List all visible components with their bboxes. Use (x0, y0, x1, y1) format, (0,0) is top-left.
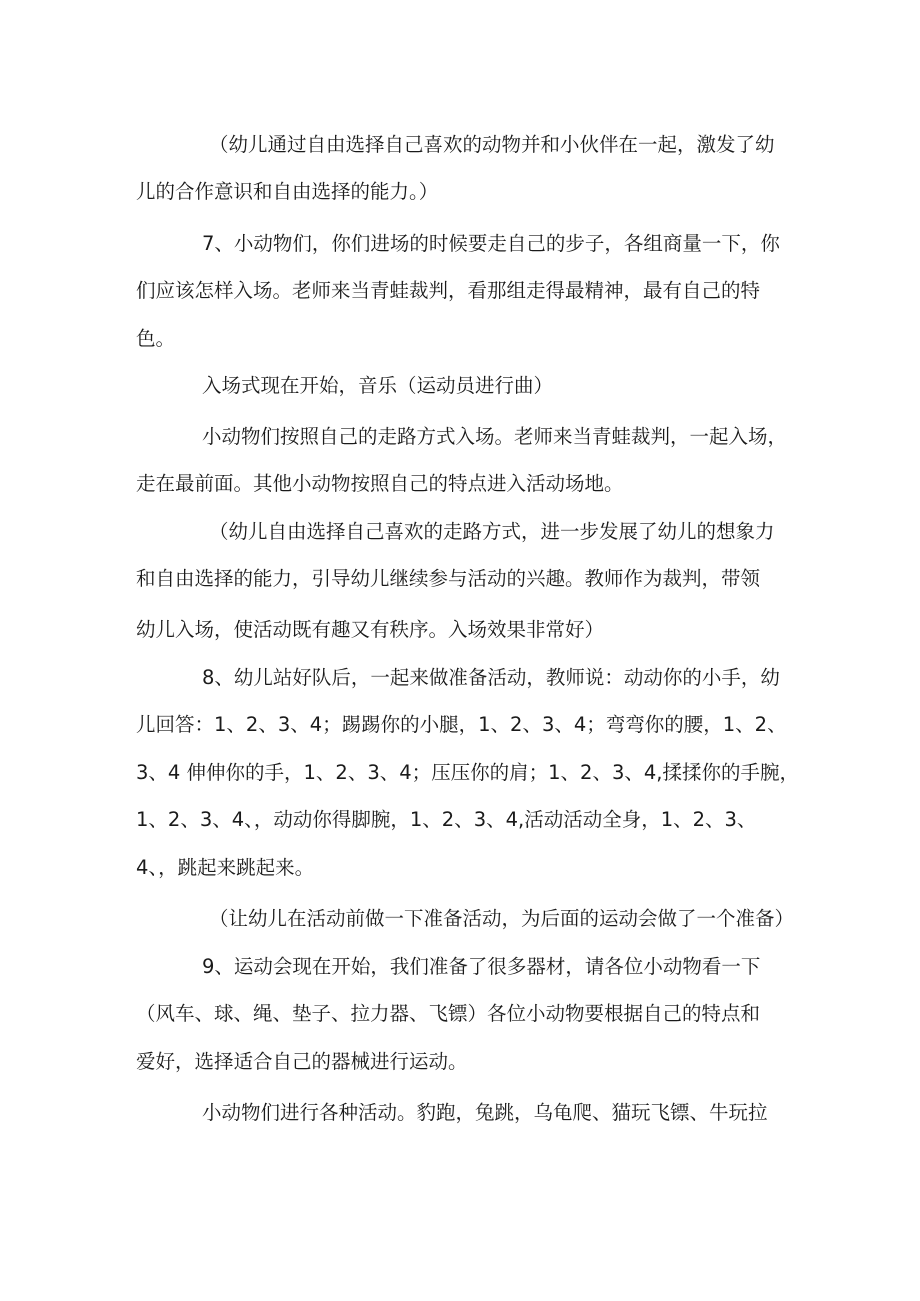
text-line (0, 611, 920, 649)
text-line (0, 272, 920, 310)
text-line (0, 367, 920, 405)
paragraph-line: 色。 (136, 327, 176, 350)
paragraph-line: 幼儿入场，使活动既有趣又有秩序。入场效果非常好） (136, 618, 605, 641)
text-line (0, 948, 920, 986)
text-line (0, 1043, 920, 1081)
paragraph-line: 走在最前面。其他小动物按照自己的特点进入活动场地。 (136, 472, 624, 495)
paragraph-line: 3、4 伸伸你的手，1、2、3、4；压压你的肩；1、2、3、4,揉揉你的手腕， (136, 761, 799, 784)
text-line (0, 801, 920, 839)
text-line (0, 900, 920, 938)
text-line (0, 560, 920, 598)
paragraph-line: （幼儿通过自由选择自己喜欢的动物并和小伙伴在一起，激发了幼 (209, 133, 775, 156)
paragraph-line: 们应该怎样入场。老师来当青蛙裁判，看那组走得最精神，最有自己的特 (136, 279, 761, 302)
paragraph-line: 7、小动物们，你们进场的时候要走自己的步子，各组商量一下，你 (202, 232, 780, 255)
paragraph-line: （让幼儿在活动前做一下准备活动，为后面的运动会做了一个准备） (209, 907, 795, 930)
text-line (0, 995, 920, 1033)
text-line (0, 513, 920, 551)
text-line (0, 1094, 920, 1132)
text-line (0, 418, 920, 456)
paragraph-line: 小动物们按照自己的走路方式入场。老师来当青蛙裁判，一起入场， (202, 425, 788, 448)
text-line (0, 754, 920, 792)
paragraph-line: 儿的合作意识和自由选择的能力。） (136, 180, 439, 203)
paragraph-line: 4、，跳起来跳起来。 (136, 856, 315, 879)
paragraph-line: 和自由选择的能力，引导幼儿继续参与活动的兴趣。教师作为裁判，带领 (136, 567, 761, 590)
paragraph-line: 爱好，选择适合自己的器械进行运动。 (136, 1050, 468, 1073)
paragraph-line: 1、2、3、4、，动动你得脚腕，1、2、3、4,活动活动全身，1、2、3、 (136, 808, 757, 831)
text-line (0, 849, 920, 887)
text-line (0, 320, 920, 358)
text-line (0, 465, 920, 503)
paragraph-line: 入场式现在开始，音乐（运动员进行曲） (202, 374, 554, 397)
text-line (0, 126, 920, 164)
paragraph-line: （幼儿自由选择自己喜欢的走路方式，进一步发展了幼儿的想象力 (209, 520, 775, 543)
paragraph-line: 小动物们进行各种活动。豹跑，兔跳，乌龟爬、猫玩飞镖、牛玩拉 (202, 1101, 768, 1124)
text-line (0, 706, 920, 744)
text-line (0, 225, 920, 263)
text-line (0, 173, 920, 211)
paragraph-line: 8、幼儿站好队后，一起来做准备活动，教师说：动动你的小手，幼 (202, 666, 780, 689)
paragraph-line: 9、运动会现在开始，我们准备了很多器材，请各位小动物看一下 (202, 955, 761, 978)
text-line (0, 659, 920, 697)
paragraph-line: （风车、球、绳、垫子、拉力器、飞镖）各位小动物要根据自己的特点和 (136, 1002, 761, 1025)
paragraph-line: 儿回答：1、2、3、4；踢踢你的小腿，1、2、3、4；弯弯你的腰，1、2、 (136, 713, 787, 736)
